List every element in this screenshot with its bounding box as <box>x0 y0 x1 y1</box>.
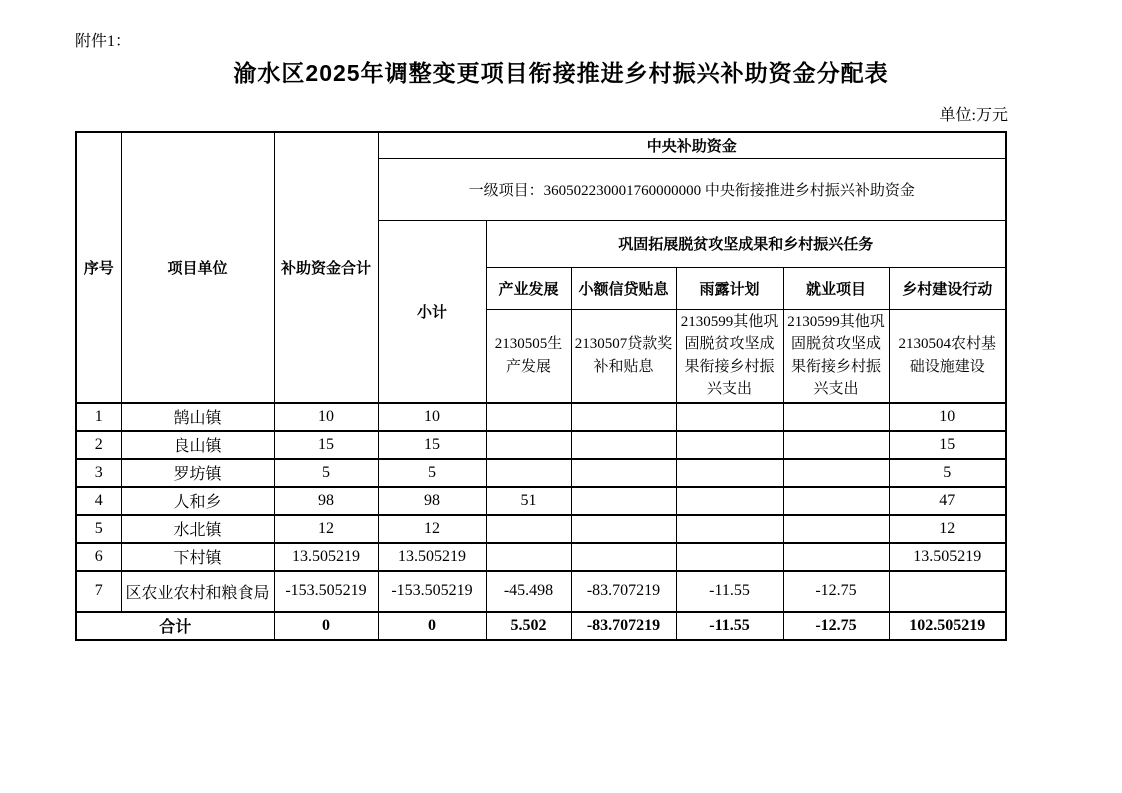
cell-subtotal: 98 <box>378 487 486 515</box>
cell-subtotal: -153.505219 <box>378 571 486 612</box>
col-header-industry: 产业发展 <box>486 267 571 309</box>
cell-village: 12 <box>889 515 1006 543</box>
cell-unit: 水北镇 <box>121 515 274 543</box>
cell-total: 5 <box>274 459 378 487</box>
cell-credit: -83.707219 <box>571 571 676 612</box>
total-cell-subtotal: 0 <box>378 612 486 640</box>
cell-village: 15 <box>889 431 1006 459</box>
cell-industry: -45.498 <box>486 571 571 612</box>
cell-employment <box>783 487 889 515</box>
attachment-label: 附件1： <box>75 33 132 50</box>
cell-total: 15 <box>274 431 378 459</box>
cell-yulu <box>676 487 783 515</box>
code-header-yulu: 2130599其他巩固脱贫攻坚成果衔接乡村振兴支出 <box>676 309 783 403</box>
code-header-employment: 2130599其他巩固脱贫攻坚成果衔接乡村振兴支出 <box>783 309 889 403</box>
cell-employment <box>783 403 889 431</box>
cell-subtotal: 5 <box>378 459 486 487</box>
header-row-central <box>76 132 1006 158</box>
total-row <box>76 612 1006 640</box>
unit-note: 单位:万元 <box>939 107 1008 124</box>
cell-seq: 7 <box>76 571 121 612</box>
cell-yulu <box>676 431 783 459</box>
cell-subtotal: 15 <box>378 431 486 459</box>
cell-industry <box>486 459 571 487</box>
table-row <box>76 543 1006 571</box>
header-central-fund: 中央补助资金 <box>378 132 1006 158</box>
cell-yulu <box>676 459 783 487</box>
cell-employment <box>783 543 889 571</box>
cell-subtotal: 12 <box>378 515 486 543</box>
col-header-unit: 项目单位 <box>121 132 274 403</box>
cell-total: 10 <box>274 403 378 431</box>
total-label: 合计 <box>76 612 274 640</box>
total-cell-credit: -83.707219 <box>571 612 676 640</box>
cell-village: 47 <box>889 487 1006 515</box>
col-header-total: 补助资金合计 <box>274 132 378 403</box>
cell-seq: 5 <box>76 515 121 543</box>
cell-total: 12 <box>274 515 378 543</box>
cell-village: 13.505219 <box>889 543 1006 571</box>
cell-employment: -12.75 <box>783 571 889 612</box>
cell-credit <box>571 459 676 487</box>
total-cell-village: 102.505219 <box>889 612 1006 640</box>
col-header-employment: 就业项目 <box>783 267 889 309</box>
total-cell-industry: 5.502 <box>486 612 571 640</box>
cell-industry <box>486 543 571 571</box>
cell-credit <box>571 431 676 459</box>
col-header-yulu: 雨露计划 <box>676 267 783 309</box>
code-header-village: 2130504农村基础设施建设 <box>889 309 1006 403</box>
table-row <box>76 571 1006 612</box>
cell-unit: 良山镇 <box>121 431 274 459</box>
cell-unit: 下村镇 <box>121 543 274 571</box>
col-header-subtotal: 小计 <box>378 220 486 403</box>
cell-credit <box>571 515 676 543</box>
cell-total: -153.505219 <box>274 571 378 612</box>
header-level1-project: 一级项目：360502230001760000000 中央衔接推进乡村振兴补助资金 <box>378 158 1006 220</box>
cell-unit: 罗坊镇 <box>121 459 274 487</box>
cell-employment <box>783 515 889 543</box>
total-cell-total: 0 <box>274 612 378 640</box>
cell-village <box>889 571 1006 612</box>
page-title: 渝水区2025年调整变更项目衔接推进乡村振兴补助资金分配表 <box>233 60 889 86</box>
cell-credit <box>571 543 676 571</box>
total-cell-yulu: -11.55 <box>676 612 783 640</box>
cell-industry <box>486 403 571 431</box>
allocation-table <box>75 131 1007 641</box>
cell-unit: 区农业农村和粮食局 <box>121 571 274 612</box>
cell-unit: 鹄山镇 <box>121 403 274 431</box>
cell-total: 98 <box>274 487 378 515</box>
cell-subtotal: 13.505219 <box>378 543 486 571</box>
cell-employment <box>783 431 889 459</box>
cell-industry: 51 <box>486 487 571 515</box>
col-header-seq: 序号 <box>76 132 121 403</box>
cell-village: 5 <box>889 459 1006 487</box>
cell-yulu: -11.55 <box>676 571 783 612</box>
col-header-village: 乡村建设行动 <box>889 267 1006 309</box>
header-task-group: 巩固拓展脱贫攻坚成果和乡村振兴任务 <box>486 220 1006 267</box>
table-row <box>76 431 1006 459</box>
cell-seq: 3 <box>76 459 121 487</box>
cell-industry <box>486 515 571 543</box>
table-row <box>76 459 1006 487</box>
cell-yulu <box>676 515 783 543</box>
cell-seq: 4 <box>76 487 121 515</box>
cell-total: 13.505219 <box>274 543 378 571</box>
col-header-credit: 小额信贷贴息 <box>571 267 676 309</box>
cell-industry <box>486 431 571 459</box>
cell-yulu <box>676 403 783 431</box>
cell-seq: 1 <box>76 403 121 431</box>
table-row <box>76 403 1006 431</box>
code-header-industry: 2130505生产发展 <box>486 309 571 403</box>
cell-employment <box>783 459 889 487</box>
cell-seq: 2 <box>76 431 121 459</box>
table-row <box>76 515 1006 543</box>
cell-yulu <box>676 543 783 571</box>
cell-credit <box>571 403 676 431</box>
total-cell-employment: -12.75 <box>783 612 889 640</box>
cell-unit: 人和乡 <box>121 487 274 515</box>
cell-credit <box>571 487 676 515</box>
table-row <box>76 487 1006 515</box>
cell-village: 10 <box>889 403 1006 431</box>
code-header-credit: 2130507贷款奖补和贴息 <box>571 309 676 403</box>
cell-subtotal: 10 <box>378 403 486 431</box>
cell-seq: 6 <box>76 543 121 571</box>
